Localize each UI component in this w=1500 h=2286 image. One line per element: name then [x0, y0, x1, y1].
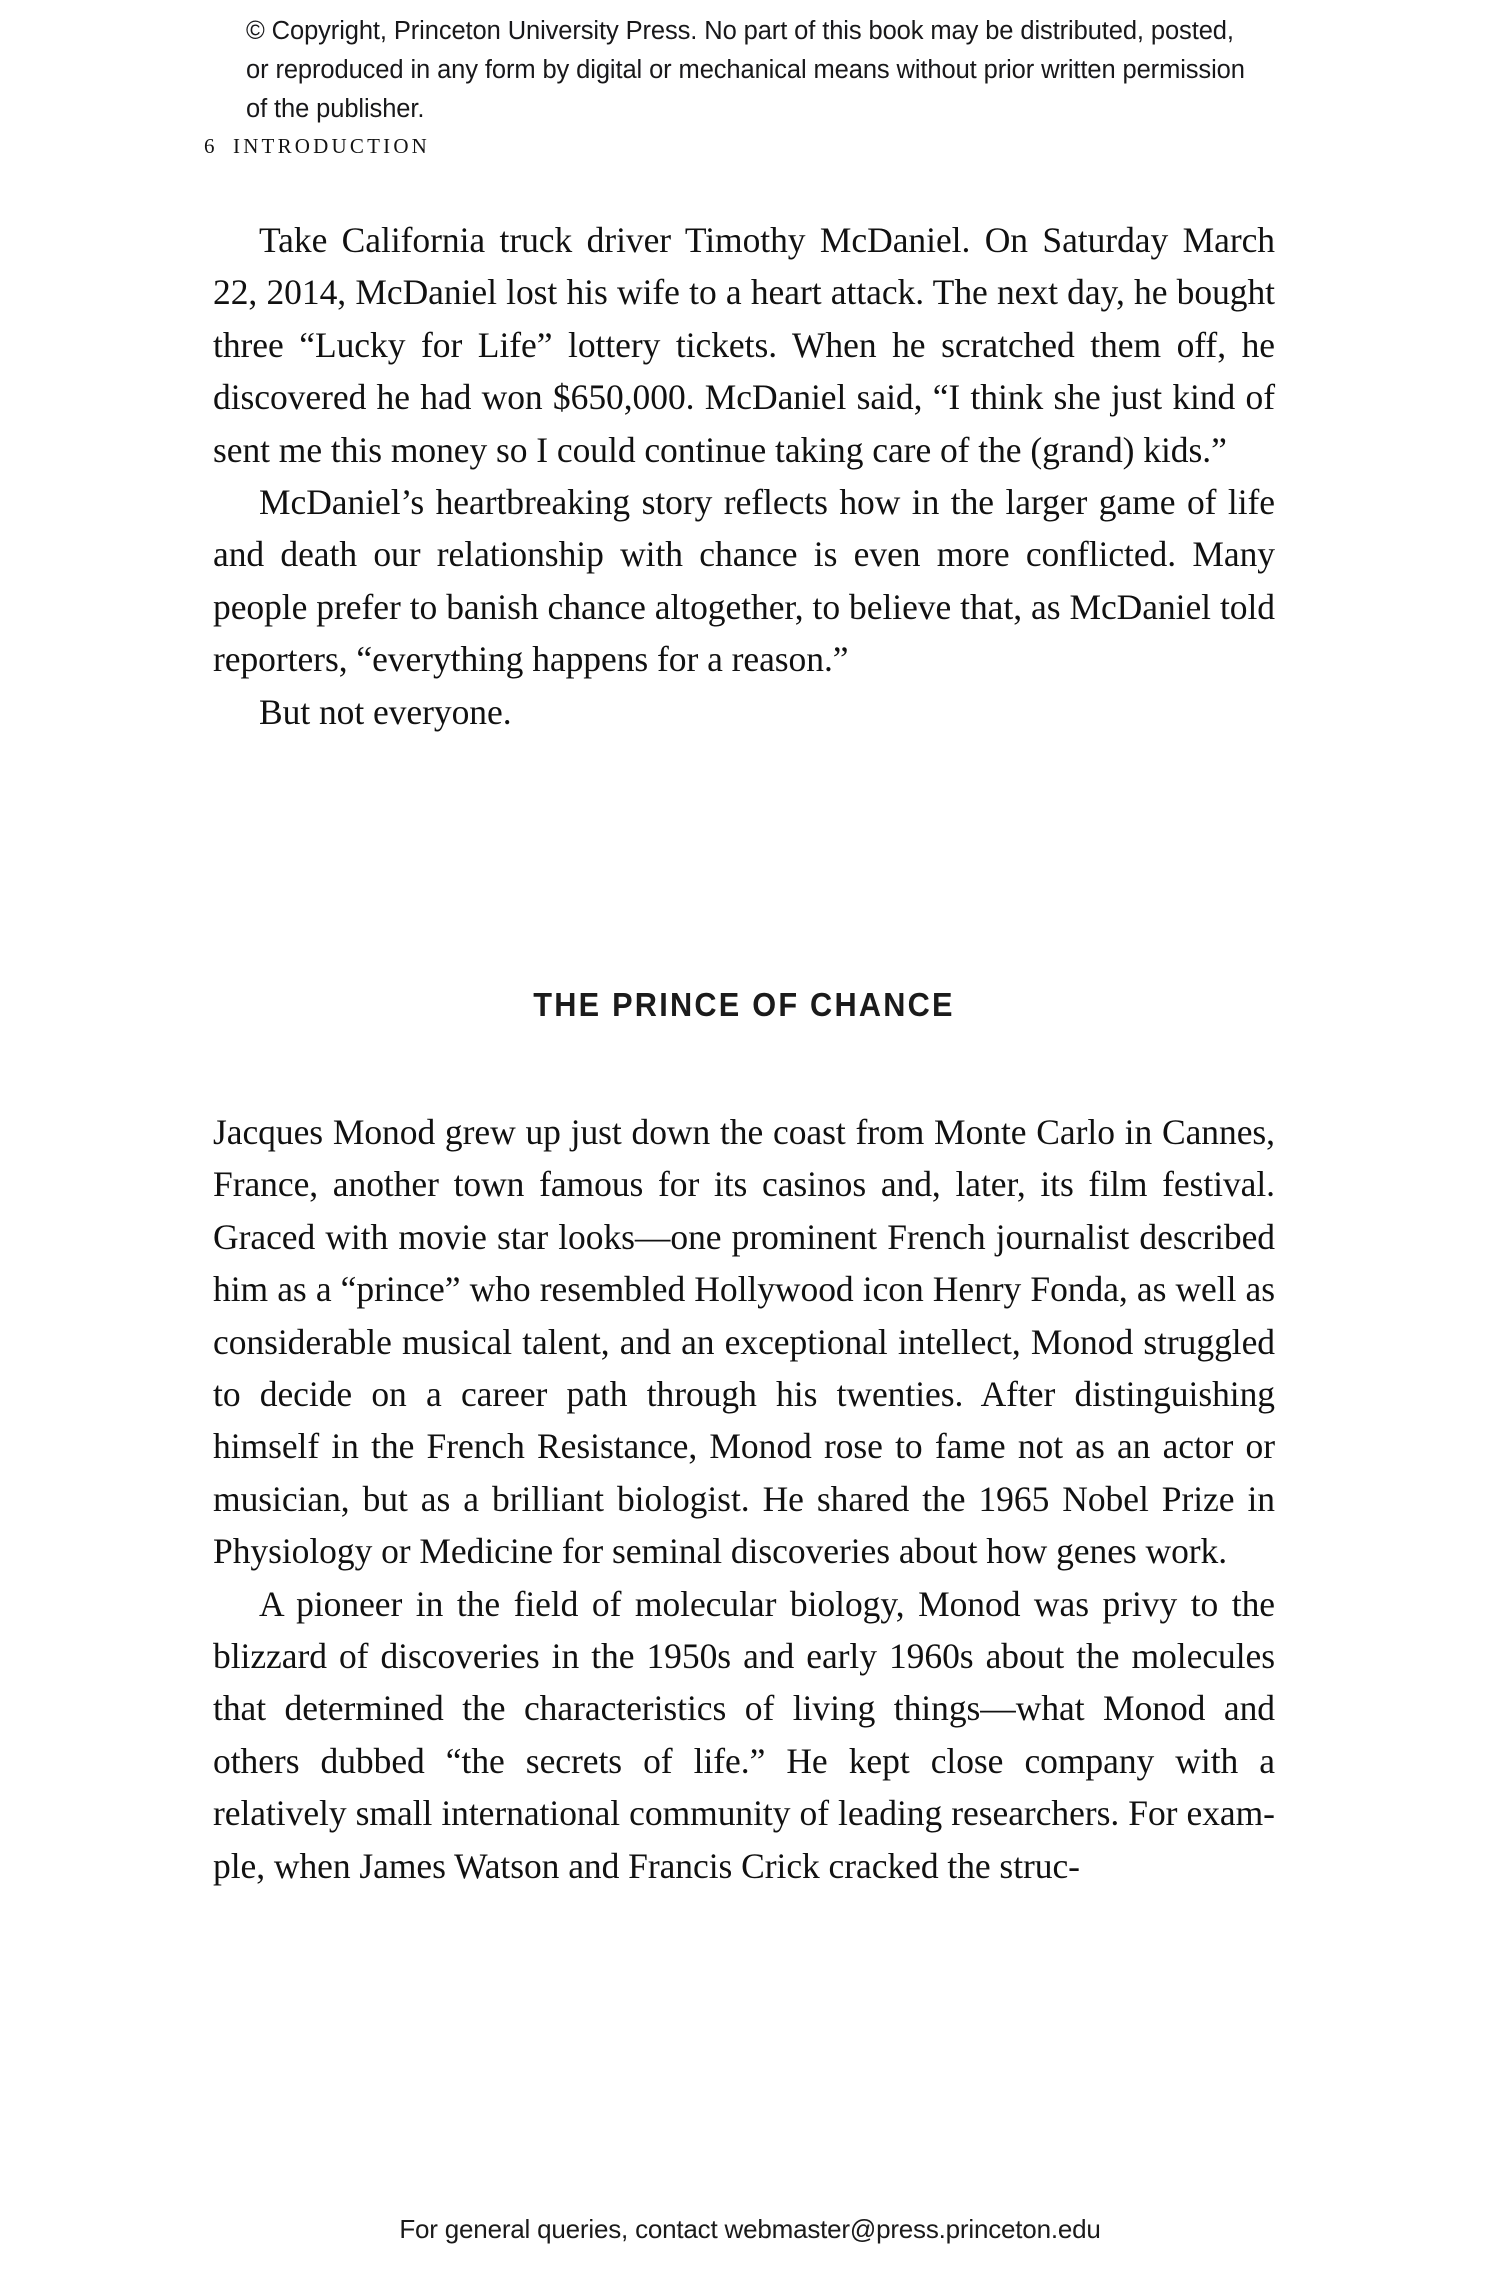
copyright-notice: © Copyright, Princeton University Press. No part of this book may be distributed, posted, or reproduced in any form by digital or mechanical means without prior written permission of the publisher.: [246, 17, 1245, 123]
running-head: [204, 133, 430, 159]
section-heading: THE PRINCE OF CHANCE: [533, 986, 955, 1023]
paragraph: A pioneer in the field of molecular biology, Monod was privy to the blizzard of discoveries in the 1950s and early 1960s about the molecules that determined the characteristics of living things—what Monod and others dubbed “the secrets of life.” He kept close company with a relatively small international community of leading researchers. For example, when James Watson and Francis Crick cracked the struc-: [213, 1583, 1275, 1886]
page-number: 6: [204, 134, 215, 158]
footer-contact-note: For general queries, contact webmaster@press.princeton.edu: [399, 2214, 1101, 2244]
paragraph: McDaniel’s heartbreaking story reflects how in the larger game of life and death our relationship with chance is even more conflicted. Many people prefer to banish chance altogether, to believe that, as McDaniel told reporters, “everything happens for a reason.”: [213, 482, 1275, 680]
paragraph: Jacques Monod grew up just down the coast from Monte Carlo in Cannes, France, another town famous for its casinos and, later, its film festival. Graced with movie star looks—one prominent French journalist described him as a “prince” who resembled Hollywood icon Henry Fonda, as well as considerable musical talent, and an exceptional intellect, Monod struggled to decide on a career path through his twenties. After distinguishing himself in the French Resistance, Monod rose to fame not as an actor or musician, but as a brilliant biologist. He shared the 1965 Nobel Prize in Physiology or Medicine for seminal discoveries about how genes work.: [213, 1112, 1275, 1572]
paragraph: But not everyone.: [259, 691, 512, 732]
chapter-name: INTRODUCTION: [233, 134, 431, 158]
body-text-column-lower: [213, 1106, 1275, 1892]
paragraph: Take California truck driver Timothy McDaniel. On Saturday March 22, 2014, McDaniel lost his wife to a heart attack. The next day, he bought three “Lucky for Life” lottery tickets. When he scratched them off, he discovered he had won $650,000. McDaniel said, “I think she just kind of sent me this money so I could continue taking care of the (grand) kids.”: [213, 220, 1275, 470]
body-text-column-upper: [213, 214, 1275, 738]
